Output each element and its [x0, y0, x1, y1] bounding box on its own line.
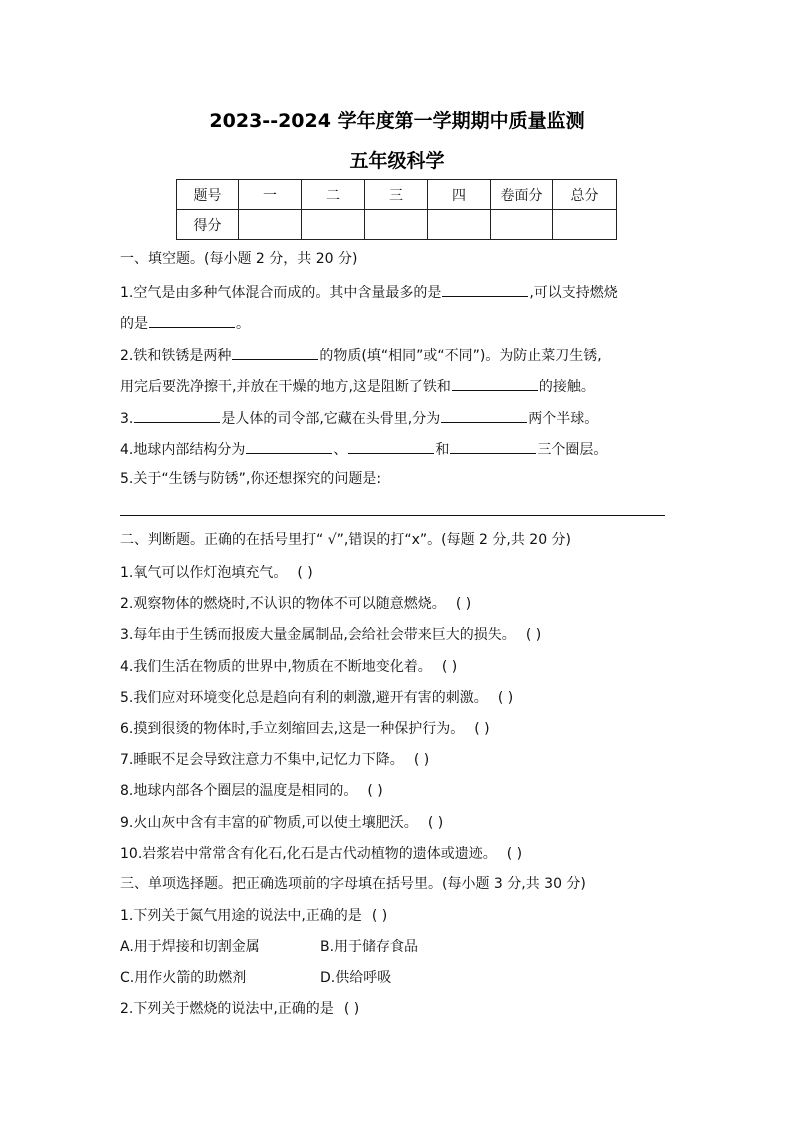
- answer-paren[interactable]: ( ): [427, 815, 444, 831]
- q4-text-d: 三个圈层。: [537, 442, 608, 458]
- answer-blank[interactable]: [149, 312, 235, 328]
- answer-paren[interactable]: ( ): [455, 596, 472, 612]
- answer-blank[interactable]: [246, 438, 332, 454]
- answer-blank[interactable]: [452, 375, 538, 391]
- judge-item: [120, 750, 429, 770]
- judge-item-text: 5.我们应对环境变化总是趋向有利的刺激,避开有害的刺激。: [120, 690, 488, 706]
- answer-paren[interactable]: ( ): [525, 627, 542, 643]
- answer-paren[interactable]: ( ): [367, 783, 383, 799]
- score-header-cell: 题号: [177, 180, 239, 210]
- section2-heading: 二、判断题。正确的在括号里打“ √”,错误的打“x”。(每题 2 分,共 20 分): [120, 532, 572, 548]
- score-cell[interactable]: [302, 210, 365, 240]
- judge-item-text: 2.观察物体的燃烧时,不认识的物体不可以随意燃烧。: [120, 596, 446, 612]
- score-cell[interactable]: [428, 210, 491, 240]
- question-4-fill: [120, 438, 607, 460]
- judge-item-text: 9.火山灰中含有丰富的矿物质,可以使土壤肥沃。: [120, 815, 418, 831]
- score-table-header-row: [177, 180, 617, 210]
- judge-item: [120, 844, 522, 864]
- score-cell[interactable]: [239, 210, 302, 240]
- score-cell[interactable]: [365, 210, 428, 240]
- answer-paren[interactable]: ( ): [441, 659, 458, 675]
- q3-text-c: 两个半球。: [528, 411, 599, 427]
- score-cell[interactable]: [553, 210, 617, 240]
- option-d[interactable]: D.供给呼吸: [320, 970, 392, 986]
- choice-question-1: [120, 906, 387, 926]
- q3-text-b: 是人体的司令部,它藏在头骨里,分为: [221, 411, 441, 427]
- q2-text-b: 的物质(填“相同”或“不同”)。为防止菜刀生锈,: [319, 348, 602, 364]
- q4-text-c: 和: [435, 442, 450, 458]
- section1-heading: 一、填空题。(每小题 2 分，共 20 分): [120, 251, 358, 267]
- answer-paren[interactable]: ( ): [413, 752, 430, 768]
- judge-item: [120, 813, 443, 833]
- question-1-fill-cont: [120, 312, 250, 334]
- judge-item-text: 10.岩浆岩中常常含有化石,化石是古代动植物的遗体或遗迹。: [120, 846, 497, 862]
- q2-text-d: 的接触。: [538, 379, 595, 395]
- answer-blank[interactable]: [450, 438, 536, 454]
- q4-text-a: 4.地球内部结构分为: [120, 442, 246, 458]
- answer-paren[interactable]: ( ): [497, 690, 514, 706]
- option-a[interactable]: A.用于焊接和切割金属: [120, 939, 260, 955]
- answer-paren[interactable]: ( ): [371, 908, 388, 924]
- score-header-cell: 二: [302, 180, 365, 210]
- judge-item: [120, 625, 541, 645]
- score-header-cell: 总分: [553, 180, 617, 210]
- q4-text-b: 、: [333, 442, 348, 458]
- answer-paren[interactable]: ( ): [343, 1001, 360, 1017]
- judge-item: [120, 688, 513, 708]
- answer-blank[interactable]: [442, 281, 528, 297]
- score-table: [176, 179, 617, 240]
- judge-item: [120, 719, 490, 739]
- option-b[interactable]: B.用于储存食品: [320, 939, 419, 955]
- question-5-open: 5.关于“生锈与防锈”,你还想探究的问题是:: [120, 471, 382, 487]
- score-header-cell: 卷面分: [491, 180, 553, 210]
- choice-options-row: [120, 968, 391, 988]
- judge-item: [120, 563, 313, 583]
- question-3-fill: [120, 407, 598, 429]
- answer-blank[interactable]: [232, 344, 318, 360]
- q1-text-b: ,可以支持燃烧: [529, 285, 618, 301]
- answer-line[interactable]: [120, 515, 665, 516]
- q2-text-a: 2.铁和铁锈是两种: [120, 348, 232, 364]
- q1-text-c: 的是: [120, 316, 148, 332]
- score-cell[interactable]: [491, 210, 553, 240]
- judge-item-text: 6.摸到很烫的物体时,手立刻缩回去,这是一种保护行为。: [120, 721, 465, 737]
- judge-item-text: 8.地球内部各个圈层的温度是相同的。: [120, 783, 358, 799]
- question-2-fill-cont: [120, 375, 595, 397]
- judge-item-text: 4.我们生活在物质的世界中,物质在不断地变化着。: [120, 659, 432, 675]
- answer-blank[interactable]: [348, 438, 434, 454]
- question-2-fill: [120, 344, 602, 366]
- score-row-label: 得分: [177, 210, 239, 240]
- choice-options-row: [120, 937, 418, 957]
- answer-blank[interactable]: [441, 407, 527, 423]
- score-header-cell: 一: [239, 180, 302, 210]
- choice-question-text: 2.下列关于燃烧的说法中,正确的是: [120, 1001, 334, 1017]
- q1-text-a: 1.空气是由多种气体混合而成的。其中含量最多的是: [120, 285, 442, 301]
- judge-item-text: 1.氧气可以作灯泡填充气。: [120, 565, 288, 581]
- q1-text-d: 。: [236, 316, 250, 332]
- score-header-cell: 四: [428, 180, 491, 210]
- judge-item: [120, 594, 471, 614]
- choice-question-2: [120, 999, 359, 1019]
- judge-item-text: 3.每年由于生锈而报废大量金属制品,会给社会带来巨大的损失。: [120, 627, 516, 643]
- score-header-cell: 三: [365, 180, 428, 210]
- exam-title: 2023--2024 学年度第一学期期中质量监测: [209, 110, 585, 132]
- section3-heading: 三、单项选择题。把正确选项前的字母填在括号里。(每小题 3 分,共 30 分): [120, 876, 586, 892]
- choice-question-text: 1.下列关于氮气用途的说法中,正确的是: [120, 908, 362, 924]
- answer-paren[interactable]: ( ): [506, 846, 523, 862]
- score-table-score-row: [177, 210, 617, 240]
- answer-blank[interactable]: [134, 407, 220, 423]
- answer-paren[interactable]: ( ): [474, 721, 490, 737]
- judge-item: [120, 657, 457, 677]
- answer-paren[interactable]: ( ): [297, 565, 313, 581]
- question-1-fill: [120, 281, 618, 303]
- judge-item: [120, 781, 383, 801]
- q2-text-c: 用完后要洗净擦干,并放在干燥的地方,这是阻断了铁和: [120, 379, 451, 395]
- exam-subtitle: 五年级科学: [349, 150, 445, 172]
- option-c[interactable]: C.用作火箭的助燃剂: [120, 970, 247, 986]
- q3-text-a: 3.: [120, 411, 134, 427]
- judge-item-text: 7.睡眠不足会导致注意力不集中,记忆力下降。: [120, 752, 404, 768]
